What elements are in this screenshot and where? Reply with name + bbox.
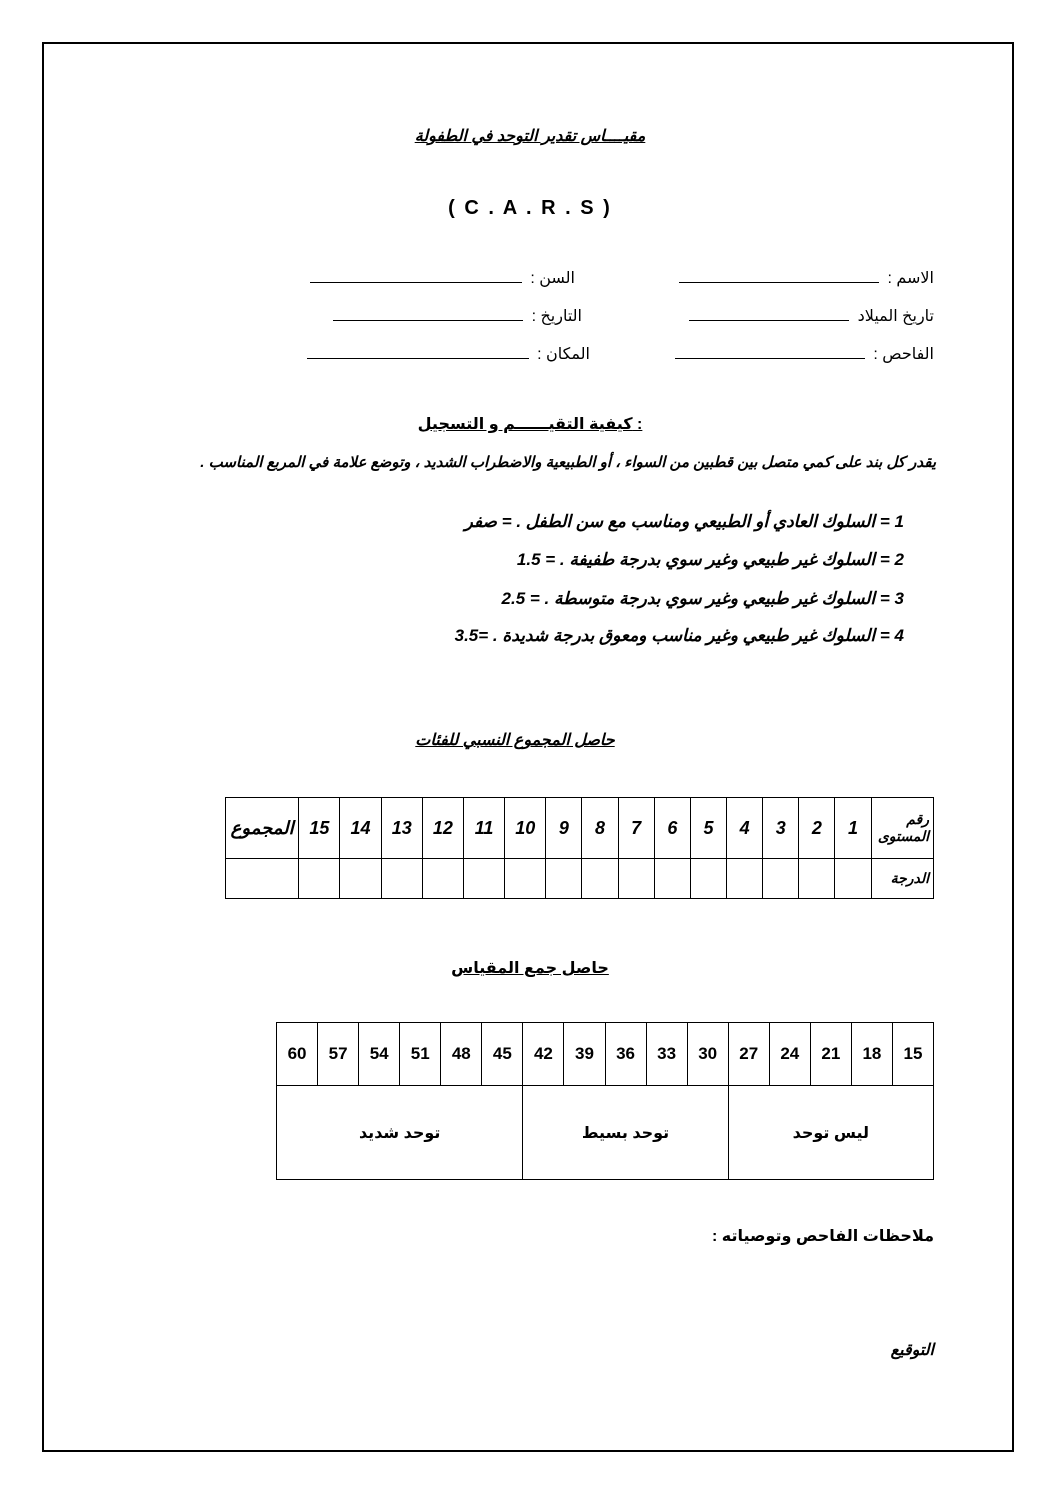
examiner-line xyxy=(675,347,865,359)
degree-cell-6[interactable] xyxy=(654,859,690,899)
relative-total-heading: حاصل المجموع النسبي للفئات xyxy=(415,732,615,749)
degree-cell-3[interactable] xyxy=(763,859,799,899)
level-header-14: 14 xyxy=(340,798,381,859)
score-cell-60: 60 xyxy=(277,1023,318,1086)
age-field[interactable] xyxy=(310,268,575,288)
level-header-1: 1 xyxy=(835,798,871,859)
level-header-8: 8 xyxy=(582,798,618,859)
degree-cell-8[interactable] xyxy=(582,859,618,899)
category-severe-autism: توحد شديد xyxy=(277,1086,523,1180)
degree-cell-14[interactable] xyxy=(340,859,381,899)
age-label: السن : xyxy=(530,270,575,287)
level-header-7: 7 xyxy=(618,798,654,859)
scale-total-table xyxy=(276,1022,934,1180)
score-cell-57: 57 xyxy=(318,1023,359,1086)
level-header-13: 13 xyxy=(381,798,422,859)
document-title: مقيــــاس تقدير التوحد في الطفولة xyxy=(414,128,646,145)
scoring-instructions: يقدر كل بند على كمي متصل بين قطبين من السواء ، أو الطبيعية والاضطراب الشديد ، وتوضع علامة في المربع المناسب . xyxy=(200,454,936,471)
table-row xyxy=(226,798,934,859)
category-not-autism: ليس توحد xyxy=(728,1086,933,1180)
age-line xyxy=(310,271,522,283)
date-label: التاريخ : xyxy=(531,308,582,325)
score-cell-36: 36 xyxy=(605,1023,646,1086)
table-row xyxy=(226,859,934,899)
total-header: المجموع xyxy=(226,798,299,859)
scoring-item-4: 4 = السلوك غير طبيعي وغير مناسب ومعوق بدرجة شديدة . =3.5 xyxy=(454,626,904,645)
degree-cell-4[interactable] xyxy=(727,859,763,899)
level-header-4: 4 xyxy=(727,798,763,859)
score-cell-27: 27 xyxy=(728,1023,769,1086)
relative-total-table xyxy=(225,797,934,899)
score-cell-24: 24 xyxy=(769,1023,810,1086)
score-cell-21: 21 xyxy=(810,1023,851,1086)
level-header-12: 12 xyxy=(422,798,463,859)
birthdate-label: تاريخ الميلاد xyxy=(857,308,934,325)
date-line xyxy=(333,309,523,321)
place-line xyxy=(307,347,529,359)
scoring-item-3: 3 = السلوك غير طبيعي وغير سوي بدرجة متوسطة . = 2.5 xyxy=(501,589,904,608)
degree-cell-1[interactable] xyxy=(835,859,871,899)
level-header-2: 2 xyxy=(799,798,835,859)
level-header-11: 11 xyxy=(463,798,504,859)
score-cell-39: 39 xyxy=(564,1023,605,1086)
scoring-item-2: 2 = السلوك غير طبيعي وغير سوي بدرجة طفيفة . = 1.5 xyxy=(516,550,904,569)
degree-cell-9[interactable] xyxy=(546,859,582,899)
level-header-9: 9 xyxy=(546,798,582,859)
degree-cell-10[interactable] xyxy=(505,859,546,899)
degree-cell-7[interactable] xyxy=(618,859,654,899)
name-field[interactable] xyxy=(679,268,934,288)
score-cell-45: 45 xyxy=(482,1023,523,1086)
birthdate-line xyxy=(689,309,849,321)
examiner-field[interactable] xyxy=(675,344,934,364)
score-cell-51: 51 xyxy=(400,1023,441,1086)
score-cell-15: 15 xyxy=(892,1023,933,1086)
table-row xyxy=(277,1023,934,1086)
name-line xyxy=(679,271,879,283)
table-row xyxy=(277,1086,934,1180)
score-cell-54: 54 xyxy=(359,1023,400,1086)
examiner-notes-label: ملاحظات الفاحص وتوصياته : xyxy=(712,1228,934,1245)
degree-cell-12[interactable] xyxy=(422,859,463,899)
place-field[interactable] xyxy=(307,344,590,364)
score-cell-30: 30 xyxy=(687,1023,728,1086)
place-label: المكان : xyxy=(537,346,590,363)
level-number-label: رقم المستوى xyxy=(871,798,933,859)
level-header-15: 15 xyxy=(299,798,340,859)
degree-cell-13[interactable] xyxy=(381,859,422,899)
scale-code: ( C . A . R . S ) xyxy=(448,197,612,219)
date-field[interactable] xyxy=(333,306,582,326)
score-cell-33: 33 xyxy=(646,1023,687,1086)
degree-cell-15[interactable] xyxy=(299,859,340,899)
degree-cell-11[interactable] xyxy=(463,859,504,899)
scale-total-heading: حاصل جمع المقياس xyxy=(451,960,609,977)
level-header-3: 3 xyxy=(763,798,799,859)
scoring-heading: كيفية التقيــــــم و التسجيل : xyxy=(417,416,643,433)
examiner-label: الفاحص : xyxy=(873,346,934,363)
score-cell-18: 18 xyxy=(851,1023,892,1086)
level-header-5: 5 xyxy=(690,798,726,859)
degree-cell-2[interactable] xyxy=(799,859,835,899)
scoring-item-1: 1 = السلوك العادي أو الطبيعي ومناسب مع سن الطفل . = صفر xyxy=(464,512,904,531)
degree-label: الدرجة xyxy=(871,859,933,899)
level-header-10: 10 xyxy=(505,798,546,859)
score-cell-48: 48 xyxy=(441,1023,482,1086)
category-mild-autism: توحد بسيط xyxy=(523,1086,728,1180)
score-cell-42: 42 xyxy=(523,1023,564,1086)
signature-label: التوقيع xyxy=(890,1342,934,1359)
total-score-cell[interactable] xyxy=(226,859,299,899)
level-header-6: 6 xyxy=(654,798,690,859)
name-label: الاسم : xyxy=(887,270,934,287)
degree-cell-5[interactable] xyxy=(690,859,726,899)
birthdate-field[interactable] xyxy=(689,306,934,326)
